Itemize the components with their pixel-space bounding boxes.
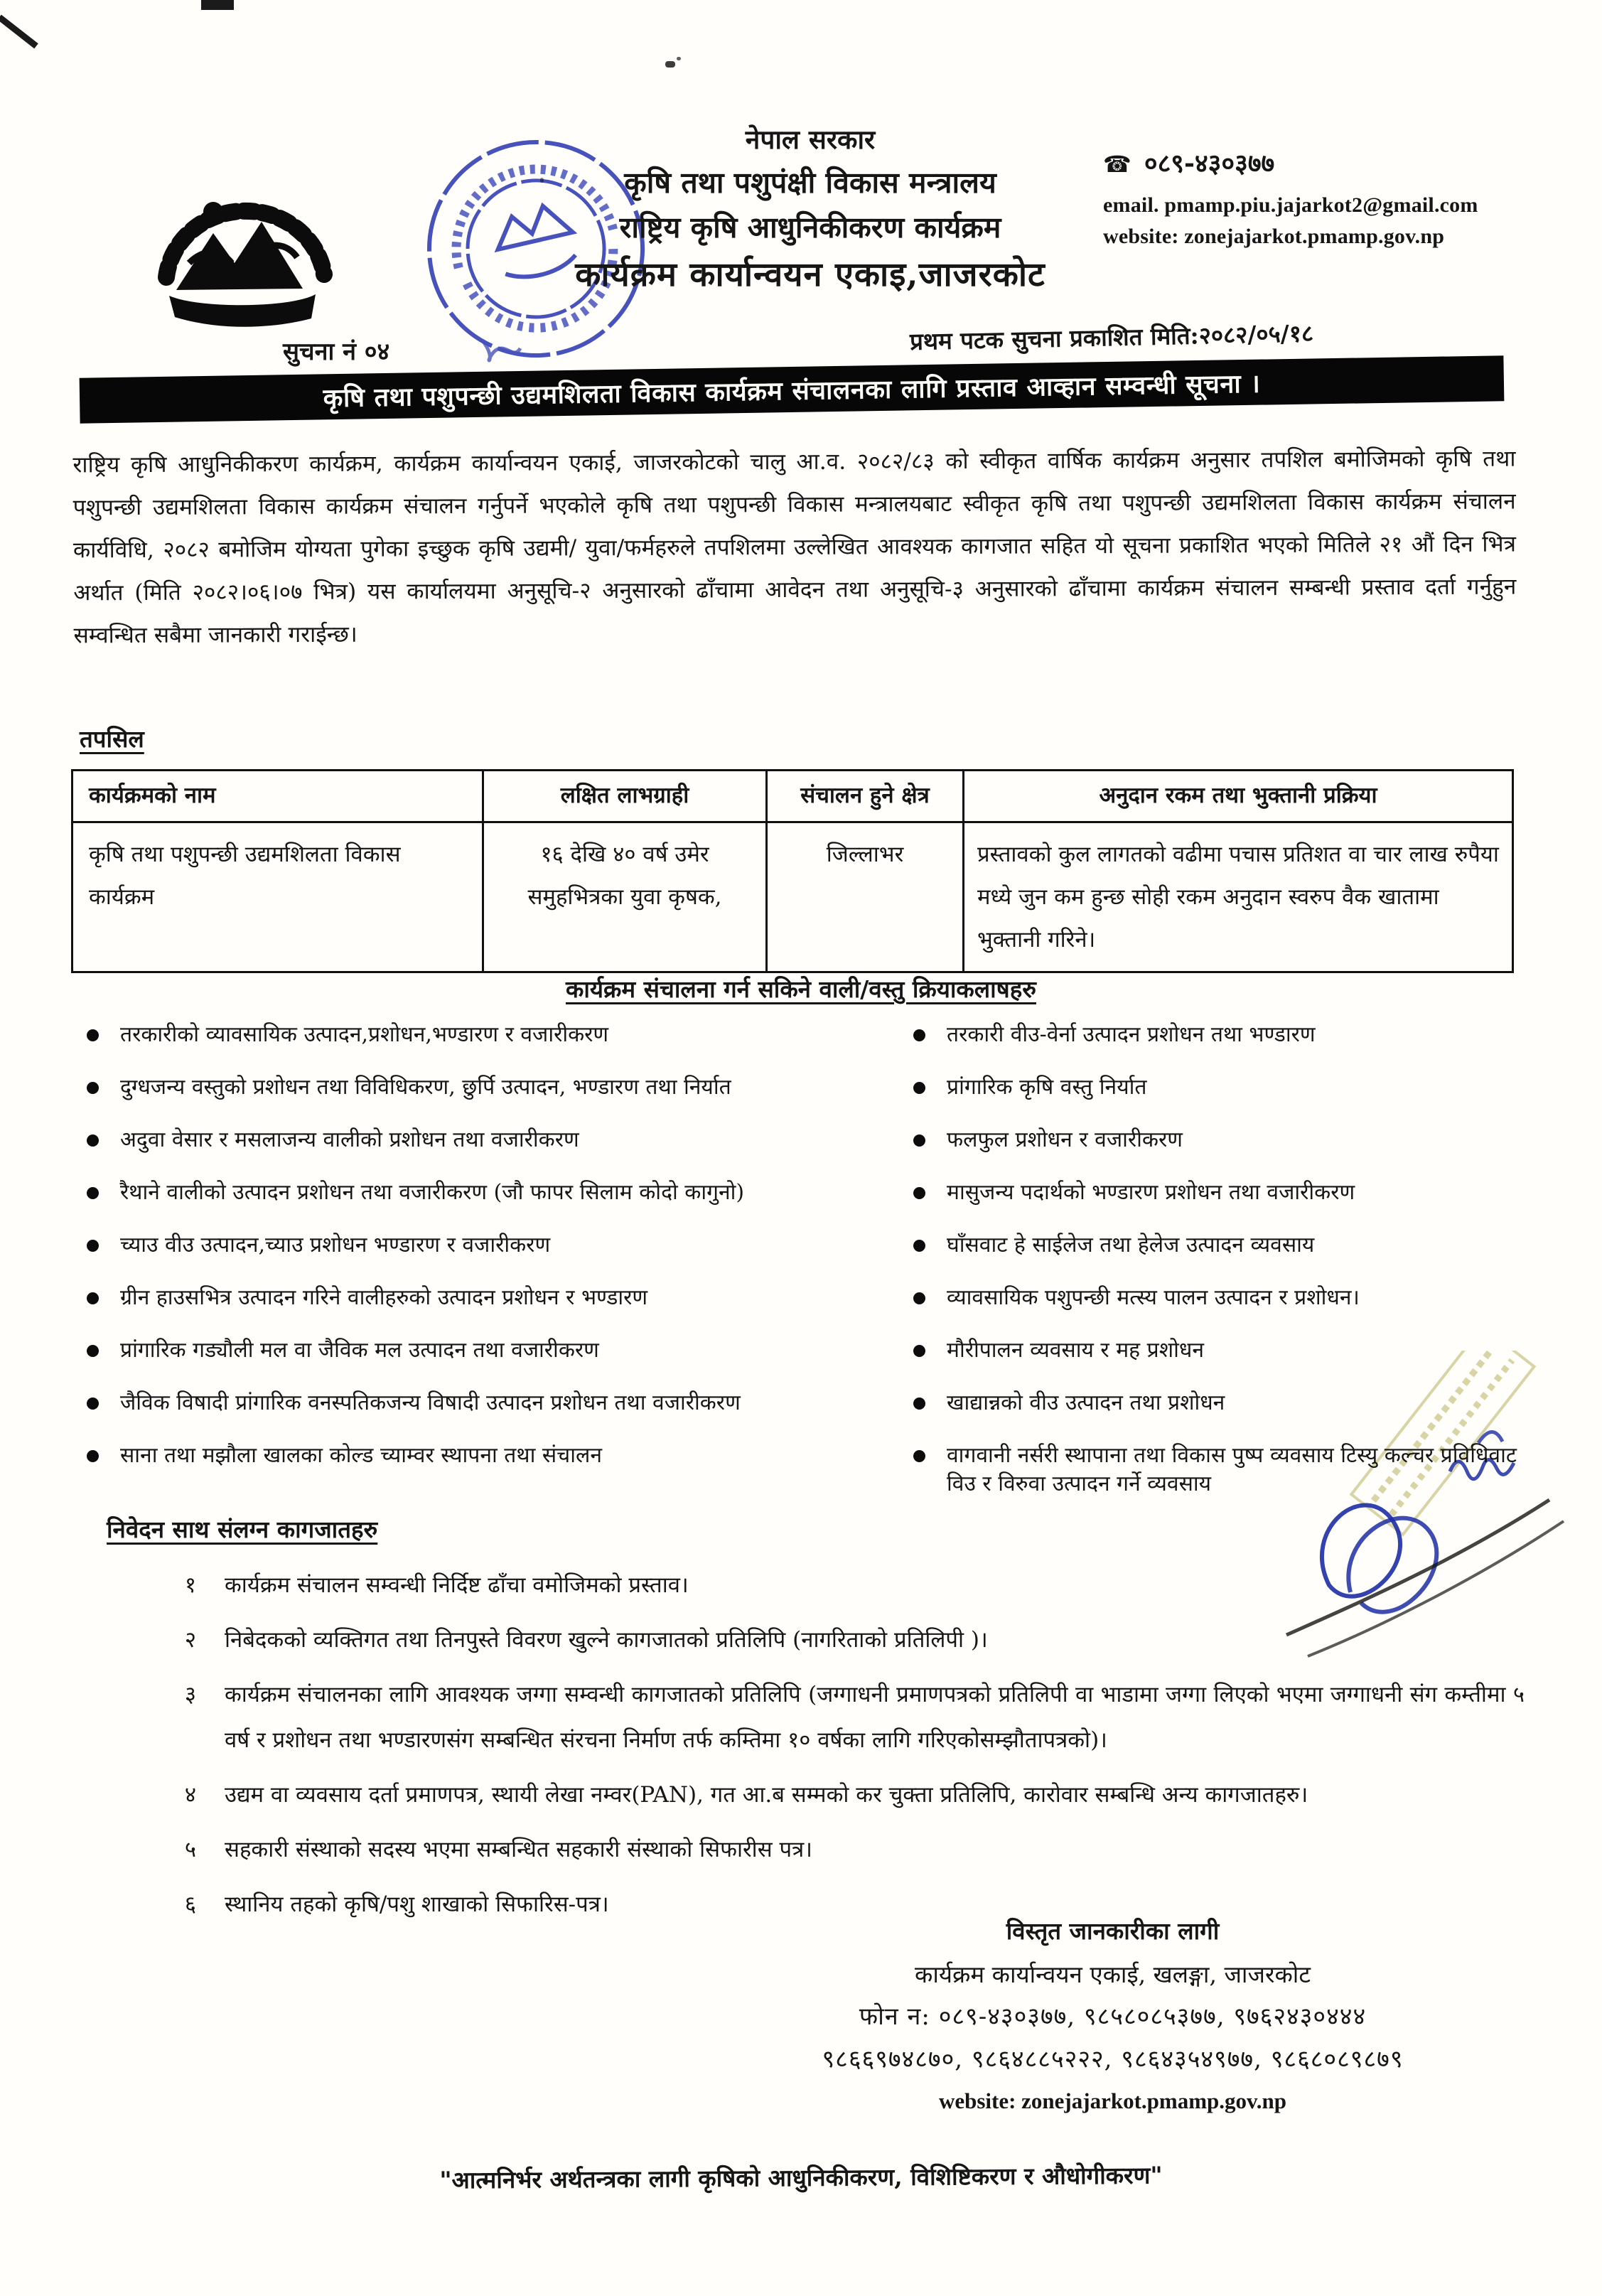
- bullet-icon: [87, 1240, 99, 1252]
- footer-contact-block: [660, 1919, 1566, 2112]
- list-item: [87, 1126, 925, 1154]
- list-item: [913, 1126, 1539, 1154]
- activities-left-list: [87, 1021, 925, 1494]
- government-title: नेपाल सरकार: [745, 124, 876, 155]
- table-header-row: [72, 771, 1513, 822]
- activities-heading: कार्यक्रम संचालना गर्न सकिने वाली/वस्तु क्रियाकलाषहरु: [565, 975, 1037, 1003]
- item-text: कार्यक्रम संचालन सम्वन्धी निर्दिष्ट ढाँचा वमोजिमको प्रस्ताव।: [225, 1572, 689, 1598]
- activity-text: प्रांगारिक कृषि वस्तु निर्यात: [947, 1075, 1147, 1100]
- program-title: राष्ट्रिय कृषि आधुनिकीकरण कार्यक्रम: [619, 210, 1001, 245]
- list-item: [913, 1179, 1539, 1207]
- item-number: २: [184, 1627, 196, 1653]
- scan-artifact: [677, 57, 681, 60]
- email-line: email. pmamp.piu.jajarkot2@gmail.com: [1103, 193, 1478, 217]
- unit-title: कार्यक्रम कार्यान्वयन एकाइ,जाजरकोट: [575, 255, 1045, 294]
- documents-heading: निवेदन साथ संलग्न कागजातहरु: [107, 1516, 378, 1543]
- activity-text: मासुजन्य पदार्थको भण्डारण प्रशोधन तथा वजारीकरण: [947, 1180, 1355, 1205]
- list-item: [87, 1389, 925, 1417]
- bullet-icon: [87, 1450, 99, 1462]
- activity-text: प्रांगारिक गड्यौली मल वा जैविक मल उत्पादन तथा वजारीकरण: [120, 1338, 599, 1363]
- bullet-icon: [87, 1345, 99, 1357]
- contact-block: [1103, 151, 1544, 257]
- activity-text: घाँसवाट हे साईलेज तथा हेलेज उत्पादन व्यवसाय: [947, 1233, 1315, 1257]
- table-row: [72, 822, 1513, 972]
- bullet-icon: [87, 1082, 99, 1094]
- activity-text: रैथाने वालीको उत्पादन प्रशोधन तथा वजारीकरण (जौ फापर सिलाम कोदो कागुनो): [120, 1180, 745, 1205]
- col-header-area: संचालन हुने क्षेत्र: [767, 771, 964, 822]
- bullet-icon: [913, 1398, 925, 1410]
- item-number: १: [184, 1572, 196, 1598]
- table-caption: तपसिल: [80, 725, 144, 753]
- footer-phones-2: ९८६६९७४८७०, ९८६४८८५२२२, ९८६४३५४९७७, ९८६८०८९८७९: [822, 2045, 1404, 2074]
- list-item: [913, 1231, 1539, 1260]
- bullet-icon: [913, 1187, 925, 1199]
- cell-beneficiary: १६ देखि ४० वर्ष उमेर समुहभित्रका युवा कृषक,: [483, 822, 767, 972]
- bullet-icon: [87, 1292, 99, 1304]
- item-text: उद्यम वा व्यवसाय दर्ता प्रमाणपत्र, स्थायी लेखा नम्वर(PAN), गत आ.ब सम्मको कर चुक्ता प्रतिलिपि, कारोवार सम्बन्धि अन्य कागजातहरु।: [225, 1782, 1308, 1808]
- bullet-icon: [913, 1082, 925, 1094]
- activity-text: तरकारी वीउ-वेर्ना उत्पादन प्रशोधन तथा भण्डारण: [947, 1022, 1316, 1047]
- activity-text: वागवानी नर्सरी स्थापाना तथा विकास पुष्प व्यवसाय टिस्यु कल्चर प्रविधिवाट विउ र विरुवा उत्पादन गर्ने व्यवसाय: [947, 1443, 1517, 1496]
- col-header-grant: अनुदान रकम तथा भुक्तानी प्रक्रिया: [964, 771, 1513, 822]
- list-item: [913, 1284, 1539, 1312]
- activity-text: अदुवा वेसार र मसलाजन्य वालीको प्रशोधन तथा वजारीकरण: [120, 1127, 579, 1152]
- notice-title: कृषि तथा पशुपन्छी उद्यमशिलता विकास कार्यक्रम संचालनका लागि प्रस्ताव आव्हान सम्वन्धी सूचना ।: [323, 368, 1261, 413]
- bullet-icon: [87, 1398, 99, 1410]
- activity-text: मौरीपालन व्यवसाय र मह प्रशोधन: [947, 1338, 1204, 1363]
- col-header-program-name: कार्यक्रमको नाम: [72, 771, 483, 822]
- footer-phones-1: फोन न: ०८९-४३०३७७, ९८५८०८५३७७, ९७६२४३०४४४: [859, 2002, 1367, 2031]
- list-item: [913, 1073, 1539, 1102]
- phone-icon: ☎: [1103, 151, 1131, 178]
- activity-text: व्यावसायिक पशुपन्छी मत्स्य पालन उत्पादन र प्रशोधन।: [947, 1285, 1360, 1310]
- published-date: प्रथम पटक सुचना प्रकाशित मिति:२०८२/०५/१८: [909, 319, 1314, 356]
- program-detail-table: [71, 769, 1514, 973]
- scan-artifact: [0, 15, 38, 49]
- col-header-beneficiary: लक्षित लाभग्राही: [483, 771, 767, 822]
- bullet-icon: [913, 1240, 925, 1252]
- cell-area: जिल्लाभर: [767, 822, 964, 972]
- list-item: [87, 1442, 925, 1470]
- list-item: [87, 1073, 925, 1102]
- letterhead: [441, 124, 1180, 307]
- list-item: [87, 1336, 925, 1365]
- item-text: निबेदकको व्यक्तिगत तथा तिनपुस्ते विवरण खुल्ने कागजातको प्रतिलिपि (नागरिताको प्रतिलिपी )।: [225, 1627, 988, 1653]
- activity-text: दुग्धजन्य वस्तुको प्रशोधन तथा विविधिकरण, छुर्पि उत्पादन, भण्डारण तथा निर्यात: [120, 1075, 731, 1100]
- bullet-icon: [913, 1345, 925, 1357]
- list-item: [913, 1021, 1539, 1049]
- website-line: website: zonejajarkot.pmamp.gov.np: [1103, 225, 1445, 248]
- phone-number: ०८९-४३०३७७: [1144, 149, 1275, 178]
- footer-info-title: विस्तृत जानकारीका लागी: [1006, 1917, 1220, 1945]
- bullet-icon: [913, 1292, 925, 1304]
- list-item: [107, 1672, 1525, 1763]
- bullet-icon: [913, 1134, 925, 1147]
- activity-text: जैविक विषादी प्रांगारिक वनस्पतिकजन्य विषादी उत्पादन प्रशोधन तथा वजारीकरण: [120, 1390, 741, 1415]
- cell-grant: प्रस्तावको कुल लागतको वढीमा पचास प्रतिशत वा चार लाख रुपैया मध्ये जुन कम हुन्छ सोही रकम अनुदान स्वरुप वैक खातामा भुक्तानी गरिने।: [964, 822, 1513, 972]
- activity-text: ग्रीन हाउसभित्र उत्पादन गरिने वालीहरुको उत्पादन प्रशोधन र भण्डारण: [120, 1285, 648, 1310]
- list-item: [107, 1772, 1525, 1818]
- cell-program-name: कृषि तथा पशुपन्छी उद्यमशिलता विकास कार्यक्रम: [72, 822, 483, 972]
- notice-number: सुचना नं ०४: [283, 338, 390, 366]
- phone-line: [1103, 151, 1544, 176]
- item-number: ३: [184, 1682, 196, 1707]
- item-text: स्थानिय तहको कृषि/पशु शाखाको सिफारिस-पत्र।: [225, 1892, 609, 1917]
- bullet-icon: [87, 1187, 99, 1199]
- bullet-icon: [913, 1450, 925, 1462]
- list-item: [107, 1617, 1525, 1663]
- ministry-title: कृषि तथा पशुपंक्षी विकास मन्त्रालय: [624, 166, 996, 200]
- slogan: "आत्मनिर्भर अर्थतन्त्रका लागी कृषिको आधुनिकीकरण, विशिष्टिकरण र औधोगीकरण": [439, 2161, 1163, 2194]
- activity-text: च्याउ वीउ उत्पादन,च्याउ प्रशोधन भण्डारण र वजारीकरण: [120, 1233, 551, 1257]
- list-item: [87, 1021, 925, 1049]
- list-item: [107, 1827, 1525, 1872]
- activity-text: फलफुल प्रशोधन र वजारीकरण: [947, 1127, 1183, 1152]
- item-number: ४: [184, 1782, 196, 1808]
- nepal-government-emblem: [148, 156, 341, 334]
- documents-list: [107, 1562, 1525, 1936]
- footer-website: website: zonejajarkot.pmamp.gov.np: [938, 2088, 1287, 2113]
- list-item: [87, 1179, 925, 1207]
- item-number: ५: [184, 1837, 196, 1862]
- bullet-icon: [87, 1029, 99, 1041]
- list-item: [107, 1562, 1525, 1608]
- activity-text: साना तथा मझौला खालका कोल्ड च्याम्वर स्थापना तथा संचालन: [120, 1443, 602, 1468]
- scan-artifact: [665, 61, 675, 68]
- list-item: [87, 1284, 925, 1312]
- activity-text: तरकारीको व्यावसायिक उत्पादन,प्रशोधन,भण्डारण र वजारीकरण: [120, 1022, 609, 1047]
- list-item: [87, 1231, 925, 1260]
- scan-artifact: [201, 0, 234, 10]
- footer-office: कार्यक्रम कार्यान्वयन एकाई, खलङ्गा, जाजरकोट: [915, 1960, 1311, 1988]
- notice-body: राष्ट्रिय कृषि आधुनिकीकरण कार्यक्रम, कार्यक्रम कार्यान्वयन एकाई, जाजरकोटको चालु आ.व. २०८२/८३ को स्वीकृत वार्षिक कार्यक्रम अनुसार तपशिल बमोजिमको कृषि तथा पशुपन्छी उद्यमशिलता विकास कार्यक्रम संचालन गर्नुपर्ने भएकोले कृषि तथा पशुपन्छी विकास मन्त्रालयबाट स्वीकृत कृषि तथा पशुपन्छी उद्यमशिलता विकास कार्यक्रम संचालन कार्यविधि, २०८२ बमोजिम योग्यता पुगेका इच्छुक कृषि उद्यमी/ युवा/फर्महरुले तपशिलमा उल्लेखित आवश्यक कागजात सहित यो सूचना प्रकाशित भएको मितिले २१ औं दिन भित्र अर्थात (मिति २०८२।०६।०७ भित्र) यस कार्यालयमा अनुसूचि-२ अनुसारको ढाँचामा आवेदन तथा अनुसूचि-३ अनुसारको ढाँचामा कार्यक्रम संचालन सम्बन्धी प्रस्ताव दर्ता गर्नुहुन सम्वन्धित सबैमा जानकारी गराईन्छ।: [72, 446, 1517, 649]
- bullet-icon: [87, 1134, 99, 1147]
- item-text: सहकारी संस्थाको सदस्य भएमा सम्बन्धित सहकारी संस्थाको सिफारीस पत्र।: [225, 1837, 812, 1862]
- item-text: कार्यक्रम संचालनका लागि आवश्यक जग्गा सम्वन्धी कागजातको प्रतिलिपि (जग्गाधनी प्रमाणपत्रको प्रतिलिपी वा भाडामा जग्गा लिएको भएमा जग्गाधनी संग कम्तीमा ५ वर्ष र प्रशोधन तथा भण्डारणसंग सम्बन्धित संरचना निर्माण तर्फ कम्तिमा १० वर्षका लागि गरिएकोसम्झौतापत्रको)।: [225, 1682, 1525, 1753]
- activity-text: खाद्यान्नको वीउ उत्पादन तथा प्रशोधन: [947, 1390, 1225, 1415]
- item-number: ६: [184, 1892, 196, 1917]
- bullet-icon: [913, 1029, 925, 1041]
